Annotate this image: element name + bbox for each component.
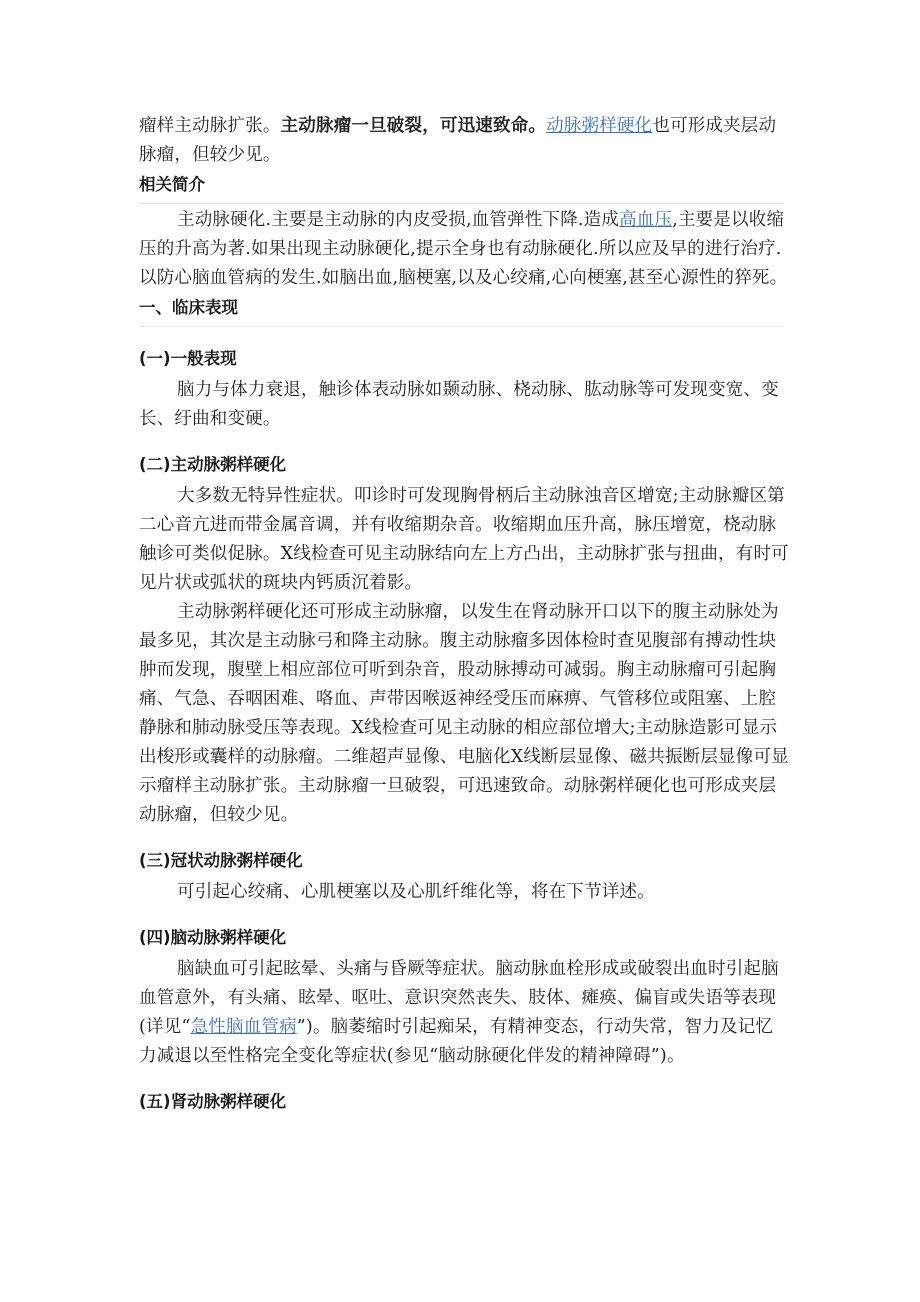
divider <box>139 203 784 204</box>
section-general-text: 脑力与体力衰退，触诊体表动脉如颞动脉、桡动脉、肱动脉等可发现变宽、变长、纡曲和变硬。 <box>139 380 779 429</box>
clinical-heading: 一、临床表现 <box>139 298 238 317</box>
related-heading: 相关简介 <box>139 175 205 194</box>
intro-text-2: 也可形成夹层动脉瘤，但较少见。 <box>139 116 777 165</box>
section-cerebral-text <box>139 955 789 1071</box>
document-body <box>139 112 789 1116</box>
section-renal-title: (五)肾动脉粥样硬化 <box>139 1092 287 1111</box>
section-aortic-p2: 主动脉粥样硬化还可形成主动脉瘤，以发生在肾动脉开口以下的腹主动脉处为最多见，其次是主动脉弓和降主动脉。腹主动脉瘤多因体检时查见腹部有搏动性块肿而发现，腹壁上相应部位可听到杂音，股动脉搏动可减弱。胸主动脉瘤可引起胸痛、气急、吞咽困难、咯血、声带因喉返神经受压而麻痹、气管移位或阻塞、上腔静脉和肺动脉受压等表现。X线检查可见主动脉的相应部位增大;主动脉造影可显示出梭形或囊样的动脉瘤。二维超声显像、电脑化X线断层显像、磁共振断层显像可显示瘤样主动脉扩张。主动脉瘤一旦破裂，可迅速致命。动脉粥样硬化也可形成夹层动脉瘤，但较少见。 <box>139 602 789 825</box>
cerebral-text-1: 脑缺血可引起眩晕、头痛与昏厥等症状。脑动脉血栓形成或破裂出血时引起脑血管意外，有头痛、眩晕、呕吐、意识突然丧失、肢体、瘫痪、偏盲或失语等表现(详见“ <box>139 959 779 1037</box>
acute-cerebrovascular-link[interactable]: 急性脑血管病 <box>190 1017 297 1037</box>
section-coronary-text: 可引起心绞痛、心肌梗塞以及心肌纤维化等，将在下节详述。 <box>177 882 655 902</box>
section-aortic-title: (二)主动脉粥样硬化 <box>139 455 287 474</box>
intro-paragraph <box>139 112 789 170</box>
related-text-1: 主动脉硬化.主要是主动脉的内皮受损,血管弹性下降.造成 <box>177 210 620 230</box>
intro-bold-text: 主动脉瘤一旦破裂，可迅速致命。 <box>280 116 547 136</box>
intro-text-1: 瘤样主动脉扩张。 <box>139 116 281 136</box>
atherosclerosis-link[interactable]: 动脉粥样硬化 <box>546 116 653 136</box>
related-paragraph <box>139 206 789 293</box>
section-aortic-p1: 大多数无特异性症状。叩诊时可发现胸骨柄后主动脉浊音区增宽;主动脉瓣区第二心音亢进而带金属音调，并有收缩期杂音。收缩期血压升高，脉压增宽，桡动脉触诊可类似促脉。X线检查可见主动脉结向左上方凸出，主动脉扩张与扭曲，有时可见片状或弧状的斑块内钙质沉着影。 <box>139 486 789 593</box>
related-text-2: ,主要是以收缩压的升高为著.如果出现主动脉硬化,提示全身也有动脉硬化.所以应及早的进行治疗.以防心脑血管病的发生.如脑出血,脑梗塞,以及心绞痛,心向梗塞,甚至心源性的猝死。 <box>139 210 788 288</box>
section-coronary-title: (三)冠状动脉粥样硬化 <box>139 851 303 870</box>
section-general-title: (一)一般表现 <box>139 349 237 368</box>
hypertension-link[interactable]: 高血压 <box>619 210 673 230</box>
section-cerebral-title: (四)脑动脉粥样硬化 <box>139 928 287 947</box>
cerebral-text-2: ”)。脑萎缩时引起痴呆，有精神变态，行动失常，智力及记忆力减退以至性格完全变化等症状(参见“脑动脉硬化伴发的精神障碍”)。 <box>139 1017 774 1066</box>
